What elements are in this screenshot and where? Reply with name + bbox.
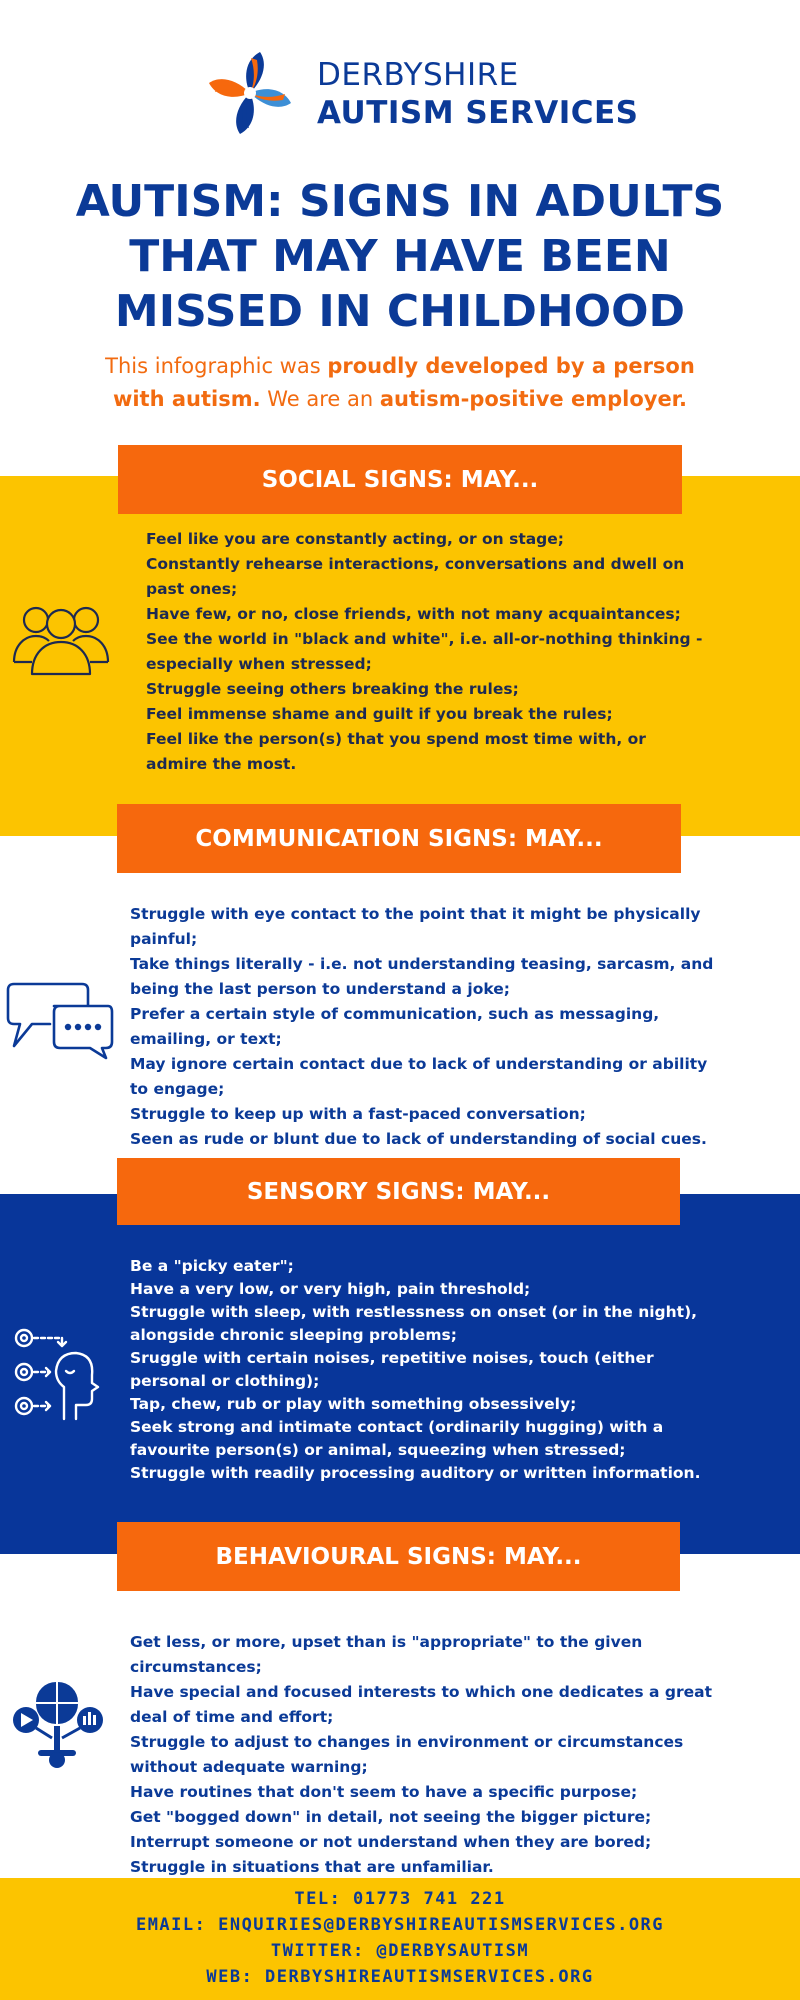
list-item: Be a "picky eater"; bbox=[130, 1257, 294, 1275]
footer-email[interactable]: EMAIL: ENQUIRIES@DERBYSHIREAUTISMSERVICES.ORG bbox=[135, 1915, 665, 1935]
list-item: Sruggle with certain noises, repetitive noises, touch (either personal or clothing); bbox=[130, 1349, 654, 1390]
sensory-heading-text: SENSORY SIGNS: MAY... bbox=[246, 1178, 551, 1205]
intro-part4: autism-positive employer. bbox=[379, 387, 688, 411]
behavioural-heading-text: BEHAVIOURAL SIGNS: MAY... bbox=[215, 1543, 582, 1570]
media-tree-icon bbox=[12, 1680, 104, 1770]
behavioural-signs-list bbox=[130, 1630, 730, 1880]
list-item: Get "bogged down" in detail, not seeing the bigger picture; bbox=[130, 1808, 652, 1826]
chat-bubbles-icon bbox=[6, 980, 114, 1060]
contact-footer bbox=[0, 1878, 800, 2000]
footer-tel[interactable]: TEL: 01773 741 221 bbox=[294, 1889, 506, 1909]
list-item: Struggle with readily processing auditory or written information. bbox=[130, 1464, 701, 1482]
social-heading-text: SOCIAL SIGNS: MAY... bbox=[261, 466, 539, 493]
list-item: Feel like the person(s) that you spend most time with, or admire the most. bbox=[146, 730, 646, 773]
list-item: Interrupt someone or not understand when they are bored; bbox=[130, 1833, 652, 1851]
intro-part2: proudly developed by a person with autism. bbox=[112, 354, 695, 411]
list-item: Tap, chew, rub or play with something obsessively; bbox=[130, 1395, 577, 1413]
communication-section-heading bbox=[117, 804, 681, 873]
page-title bbox=[40, 174, 760, 339]
list-item: Have special and focused interests to which one dedicates a great deal of time and effort; bbox=[130, 1683, 712, 1726]
list-item: Struggle with eye contact to the point that it might be physically painful; bbox=[130, 905, 701, 948]
intro-text bbox=[80, 350, 720, 416]
list-item: Struggle in situations that are unfamiliar. bbox=[130, 1858, 494, 1876]
sensory-signs-list bbox=[130, 1255, 730, 1485]
list-item: Have few, or no, close friends, with not many acquaintances; bbox=[146, 605, 681, 623]
intro-part1: This infographic was bbox=[105, 354, 328, 378]
list-item: Prefer a certain style of communication, such as messaging, emailing, or text; bbox=[130, 1005, 660, 1048]
logo-text bbox=[317, 56, 639, 132]
list-item: Struggle with sleep, with restlessness on onset (or in the night), alongside chronic sleeping problems; bbox=[130, 1303, 698, 1344]
behavioural-section-heading bbox=[117, 1522, 680, 1591]
list-item: Feel like you are constantly acting, or on stage; bbox=[146, 530, 564, 548]
communication-signs-list bbox=[130, 902, 730, 1152]
list-item: Struggle seeing others breaking the rules; bbox=[146, 680, 519, 698]
list-item: Feel immense shame and guilt if you break the rules; bbox=[146, 705, 613, 723]
list-item: Struggle to keep up with a fast-paced conversation; bbox=[130, 1105, 586, 1123]
list-item: Seen as rude or blunt due to lack of understanding of social cues. bbox=[130, 1130, 707, 1148]
footer-twitter[interactable]: TWITTER: @DERBYSAUTISM bbox=[270, 1941, 530, 1961]
logo-line1: DERBYSHIRE bbox=[317, 57, 519, 93]
list-item: Have a very low, or very high, pain threshold; bbox=[130, 1280, 531, 1298]
logo bbox=[205, 48, 639, 138]
list-item: Have routines that don't seem to have a specific purpose; bbox=[130, 1783, 638, 1801]
title-line3: MISSED IN CHILDHOOD bbox=[114, 286, 686, 337]
list-item: Seek strong and intimate contact (ordinarily hugging) with a favourite person(s) or animal, squeezing when stressed; bbox=[130, 1418, 664, 1459]
list-item: May ignore certain contact due to lack of understanding or ability to engage; bbox=[130, 1055, 708, 1098]
list-item: Get less, or more, upset than is "appropriate" to the given circumstances; bbox=[130, 1633, 643, 1676]
logo-line2: AUTISM SERVICES bbox=[317, 95, 639, 131]
people-group-icon bbox=[12, 602, 110, 676]
footer-web[interactable]: WEB: DERBYSHIREAUTISMSERVICES.ORG bbox=[206, 1967, 594, 1987]
title-line2: THAT MAY HAVE BEEN bbox=[129, 231, 671, 282]
list-item: Take things literally - i.e. not understanding teasing, sarcasm, and being the last person to understand a joke; bbox=[130, 955, 714, 998]
list-item: Struggle to adjust to changes in environment or circumstances without adequate warning; bbox=[130, 1733, 684, 1776]
sensory-section-heading bbox=[117, 1158, 680, 1225]
pinwheel-logo-icon bbox=[205, 48, 295, 138]
title-line1: AUTISM: SIGNS IN ADULTS bbox=[75, 176, 725, 227]
sensory-head-icon bbox=[14, 1325, 110, 1421]
communication-heading-text: COMMUNICATION SIGNS: MAY... bbox=[195, 825, 603, 852]
social-section-heading bbox=[118, 445, 682, 514]
list-item: Constantly rehearse interactions, conversations and dwell on past ones; bbox=[146, 555, 685, 598]
intro-part3: We are an bbox=[260, 387, 380, 411]
social-signs-list bbox=[146, 527, 706, 777]
list-item: See the world in "black and white", i.e. all-or-nothing thinking - especially when stressed; bbox=[146, 630, 703, 673]
